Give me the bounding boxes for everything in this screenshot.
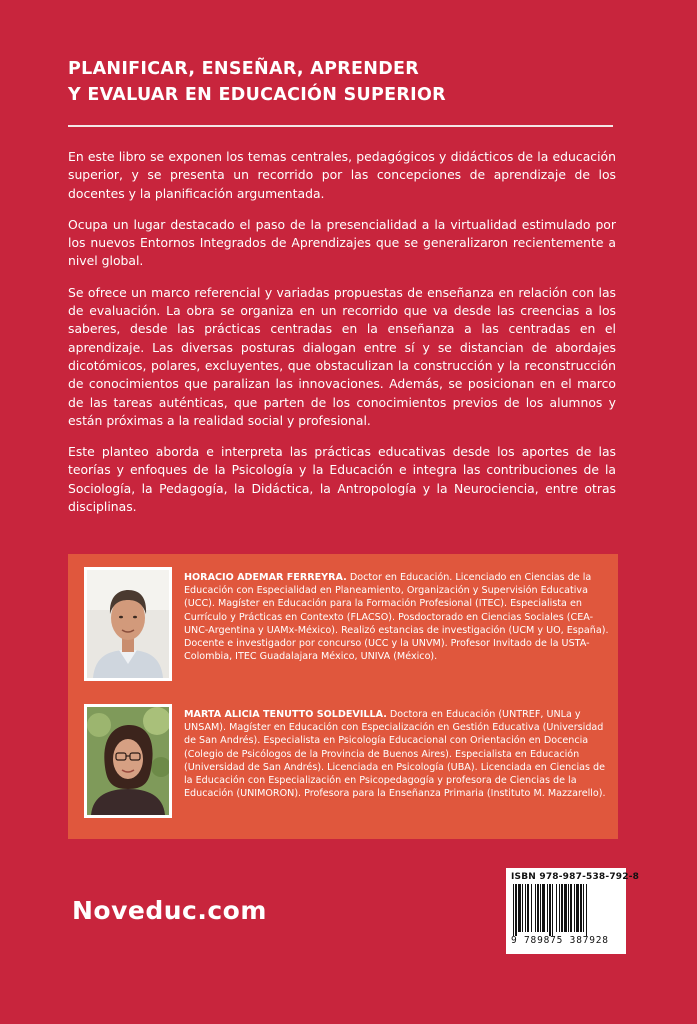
title-line-1: PLANIFICAR, ENSEÑAR, APRENDER xyxy=(68,59,420,79)
author-name: HORACIO ADEMAR FERREYRA. xyxy=(184,572,347,583)
authors-panel xyxy=(68,554,618,839)
synopsis-paragraph-4: Este planteo aborda e interpreta las prácticas educativas desde los aportes de las teorías y enfoques de la Psicología y la Educación e integra las contribuciones de la Sociología, la Pedagogía, la Didáctica, la Antropología y la Neurociencia, entre otras disciplinas. xyxy=(68,444,616,515)
barcode-icon xyxy=(511,884,621,936)
synopsis-paragraph-1: En este libro se exponen los temas centrales, pedagógicos y didácticos de la educación superior, y se presenta un recorrido por las concepciones de aprendizaje de los docentes y la planificación argumentada. xyxy=(68,149,616,201)
man-portrait-icon xyxy=(87,570,169,678)
author-photo-tenutto xyxy=(84,704,172,818)
isbn-barcode xyxy=(506,868,640,954)
author-photo-ferreyra xyxy=(84,567,172,681)
title-divider xyxy=(68,125,613,127)
author-bio-tenutto xyxy=(184,708,609,800)
synopsis-paragraph-3: Se ofrece un marco referencial y variadas propuestas de enseñanza en relación con las de evaluación. La obra se organiza en un recorrido que va desde las creencias a los saberes, desde las prácticas centradas en la enseñanza a las centradas en el aprendizaje. Las diversas posturas dialogan entre sí y se distancian de abordajes dicotómicos, polares, excluyentes, que obstaculizan la construcción y la reconstrucción de conocimientos que paralizan las innovaciones. Además, se posicionan en el marco de las tareas auténticas, que parten de los conocimientos previos de los alumnos y están próximas a la realidad social y profesional. xyxy=(68,284,616,428)
author-bio-text: Doctora en Educación (UNTREF, UNLa y UNSAM). Magíster en Educación con Especialización en Gestión Educativa (Universidad de San Andrés). Especialista en Psicología Educacional con Orientación en Docencia (Colegio de Psicólogos de la Provincia de Buenos Aires). Especialista en Educación (Universidad de San Andrés). Licenciada en Psicología (UBA). Licenciada en Ciencias de la Educación con Especialización en Psicopedagogía y profesora de Ciencias de la Educación (UNIMORON). Profesora para la Enseñanza Primaria (Instituto M. Mazzarello). xyxy=(184,709,606,800)
publisher-logo: Noveduc.com xyxy=(72,896,267,925)
title-line-2: Y EVALUAR EN EDUCACIÓN SUPERIOR xyxy=(68,85,446,105)
author-bio-ferreyra xyxy=(184,571,609,663)
woman-portrait-icon xyxy=(87,707,169,815)
isbn-label: ISBN 978-987-538-792-8 xyxy=(511,872,640,882)
book-title xyxy=(68,56,628,108)
synopsis-paragraph-2: Ocupa un lugar destacado el paso de la presencialidad a la virtualidad estimulado por los nuevos Entornos Integrados de Aprendizajes que se generalizaron recientemente a nivel global. xyxy=(68,216,616,269)
author-bio-text: Doctor en Educación. Licenciado en Ciencias de la Educación con Especialidad en Planeamiento, Organización y Supervisión Educativa (UCC). Magíster en Educación para la Formación Profesional (ITEC). Especialista en Currículo y Prácticas en Contexto (FLACSO). Posdoctorado en Ciencias Sociales (CEA-UNC-Argentina y UAMx-México). Realizó estancias de investigación (UCM y UO, España). Docente e investigador por concurso (UCC y la UNVM). Profesor Invitado de la USTA-Colombia, ITEC Guadalajara México, UNIVA (México). xyxy=(184,572,609,663)
barcode-digits: 9 789875 387928 xyxy=(511,935,609,946)
synopsis xyxy=(68,148,616,529)
author-name: MARTA ALICIA TENUTTO SOLDEVILLA. xyxy=(184,709,387,720)
